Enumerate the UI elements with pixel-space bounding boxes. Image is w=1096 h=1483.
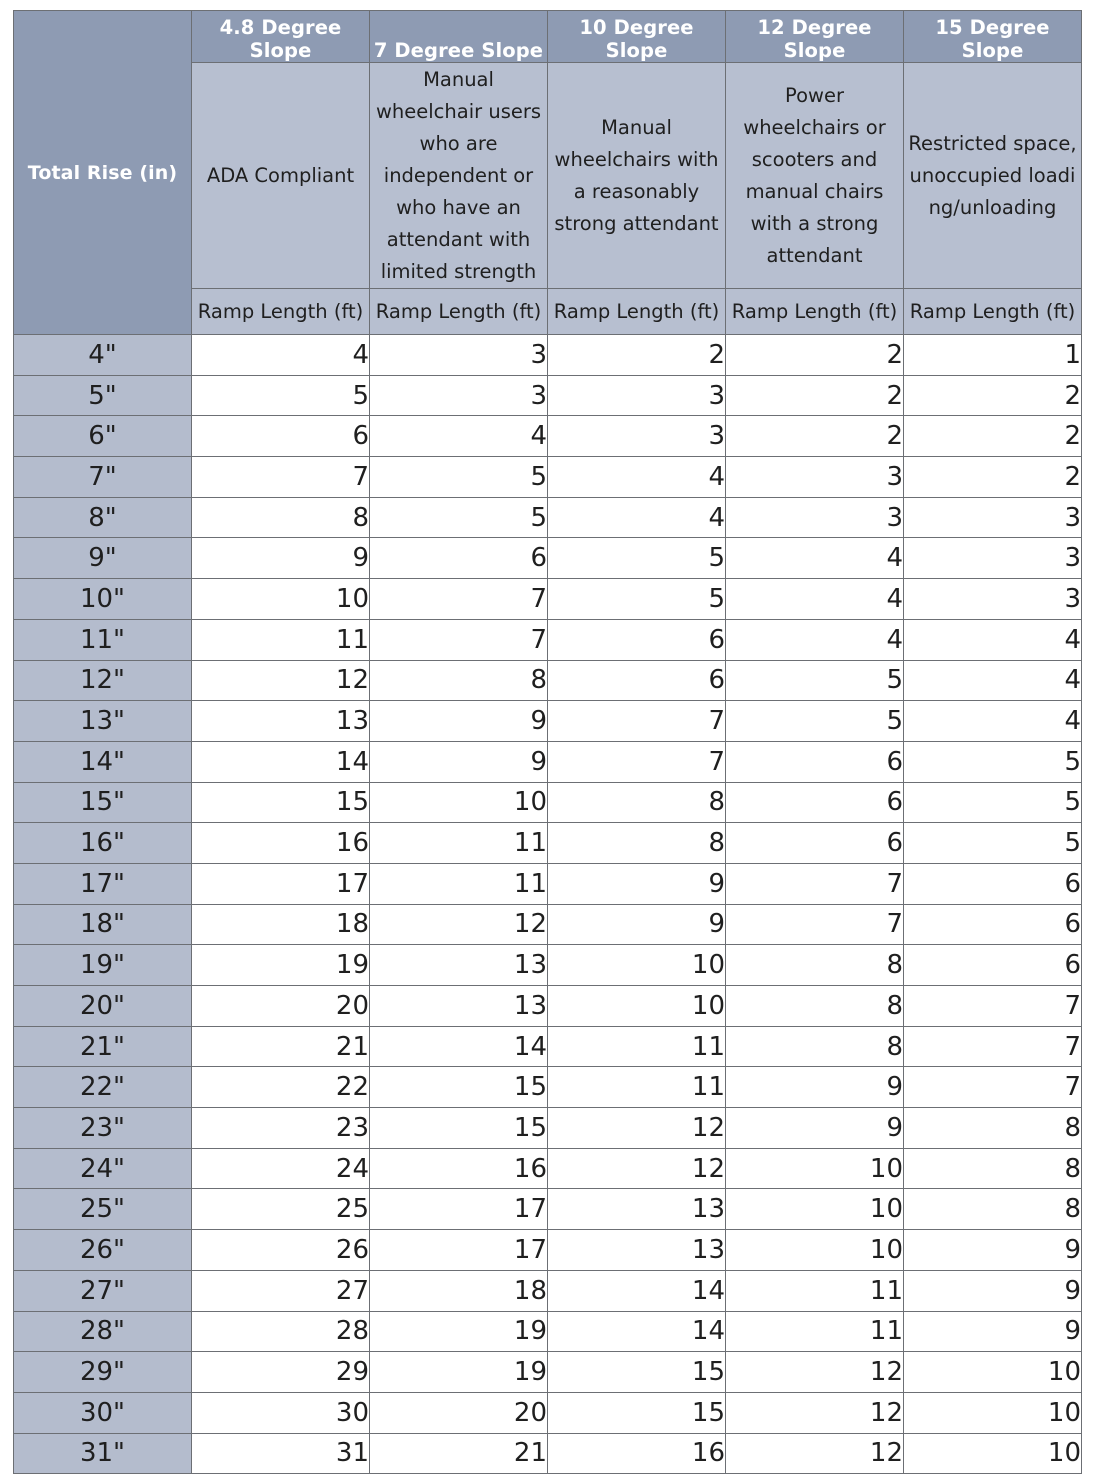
ramp-length-cell: 19: [192, 945, 370, 986]
ramp-length-cell: 9: [370, 701, 548, 742]
ramp-length-cell: 12: [192, 660, 370, 701]
total-rise-cell: 30": [14, 1392, 192, 1433]
ramp-length-cell: 9: [548, 904, 726, 945]
table-row: [14, 701, 1082, 742]
ramp-length-cell: 6: [726, 741, 904, 782]
table-row: [14, 782, 1082, 823]
ramp-length-cell: 12: [548, 1108, 726, 1149]
total-rise-cell: 16": [14, 823, 192, 864]
total-rise-cell: 18": [14, 904, 192, 945]
ramp-length-cell: 4: [904, 619, 1082, 660]
ramp-length-cell: 26: [192, 1230, 370, 1271]
ramp-length-cell: 4: [726, 579, 904, 620]
ramp-length-cell: 16: [370, 1148, 548, 1189]
total-rise-cell: 27": [14, 1270, 192, 1311]
ramp-length-cell: 9: [904, 1230, 1082, 1271]
ramp-length-cell: 3: [370, 375, 548, 416]
ramp-length-cell: 13: [370, 986, 548, 1027]
slope-header-15: 15 Degree Slope: [904, 11, 1082, 63]
total-rise-cell: 9": [14, 538, 192, 579]
ramp-length-cell: 4: [548, 497, 726, 538]
ramp-length-cell: 10: [726, 1148, 904, 1189]
ramp-length-cell: 3: [904, 579, 1082, 620]
ramp-length-cell: 19: [370, 1352, 548, 1393]
table-row: [14, 660, 1082, 701]
ramp-length-cell: 9: [548, 863, 726, 904]
slope-header-7: 7 Degree Slope: [370, 11, 548, 63]
ramp-length-cell: 20: [192, 986, 370, 1027]
table-row: [14, 1311, 1082, 1352]
ramp-length-cell: 11: [548, 1067, 726, 1108]
ramp-length-cell: 3: [726, 457, 904, 498]
ramp-length-cell: 8: [904, 1108, 1082, 1149]
table-row: [14, 538, 1082, 579]
ramp-length-cell: 17: [192, 863, 370, 904]
ramp-length-cell: 13: [548, 1230, 726, 1271]
total-rise-cell: 19": [14, 945, 192, 986]
ramp-length-cell: 6: [904, 863, 1082, 904]
ramp-length-cell: 9: [726, 1108, 904, 1149]
ramp-length-cell: 11: [548, 1026, 726, 1067]
ramp-length-cell: 15: [548, 1392, 726, 1433]
ramp-length-cell: 7: [904, 1067, 1082, 1108]
table-row: [14, 457, 1082, 498]
ramp-length-cell: 17: [370, 1230, 548, 1271]
unit-label: Ramp Length (ft): [726, 289, 904, 335]
ramp-length-cell: 18: [370, 1270, 548, 1311]
description-text: Manual wheelchairs with a reasonably strong attendant: [554, 115, 719, 235]
ramp-length-cell: 12: [370, 904, 548, 945]
ramp-length-cell: 10: [904, 1352, 1082, 1393]
ramp-length-cell: 10: [726, 1189, 904, 1230]
ramp-length-cell: 15: [370, 1108, 548, 1149]
ramp-length-cell: 7: [726, 904, 904, 945]
total-rise-cell: 6": [14, 416, 192, 457]
ramp-length-cell: 6: [370, 538, 548, 579]
ramp-length-cell: 15: [370, 1067, 548, 1108]
ramp-length-cell: 4: [548, 457, 726, 498]
ramp-length-cell: 11: [192, 619, 370, 660]
total-rise-cell: 11": [14, 619, 192, 660]
ramp-length-cell: 5: [370, 497, 548, 538]
ramp-length-cell: 6: [548, 619, 726, 660]
ramp-length-cell: 9: [726, 1067, 904, 1108]
ramp-length-cell: 18: [192, 904, 370, 945]
unit-label: Ramp Length (ft): [548, 289, 726, 335]
ramp-length-cell: 6: [726, 823, 904, 864]
ramp-length-cell: 8: [726, 1026, 904, 1067]
ramp-length-cell: 2: [904, 457, 1082, 498]
ramp-length-cell: 13: [548, 1189, 726, 1230]
total-rise-cell: 4": [14, 335, 192, 376]
ramp-length-cell: 20: [370, 1392, 548, 1433]
table-row: [14, 335, 1082, 376]
ramp-length-cell: 14: [548, 1311, 726, 1352]
table-row: [14, 1352, 1082, 1393]
total-rise-cell: 8": [14, 497, 192, 538]
ramp-length-cell: 3: [904, 497, 1082, 538]
ramp-length-cell: 31: [192, 1433, 370, 1474]
total-rise-cell: 14": [14, 741, 192, 782]
table-row: [14, 1148, 1082, 1189]
table-row: [14, 904, 1082, 945]
description-text: ADA Compliant: [206, 163, 355, 187]
description-text: Power wheelchairs or scooters and manual chairs with a strong attendant: [743, 83, 886, 267]
table-row: [14, 1067, 1082, 1108]
ramp-length-cell: 8: [904, 1189, 1082, 1230]
ramp-length-cell: 7: [370, 619, 548, 660]
ramp-length-cell: 6: [548, 660, 726, 701]
ramp-length-cell: 4: [726, 538, 904, 579]
total-rise-cell: 22": [14, 1067, 192, 1108]
ramp-length-cell: 9: [370, 741, 548, 782]
ramp-length-cell: 10: [548, 986, 726, 1027]
slope-header-10: 10 Degree Slope: [548, 11, 726, 63]
unit-label: Ramp Length (ft): [192, 289, 370, 335]
table-row: [14, 1189, 1082, 1230]
slope-header-12: 12 Degree Slope: [726, 11, 904, 63]
table-row: [14, 1270, 1082, 1311]
table-body: [14, 335, 1082, 1474]
ramp-length-cell: 4: [370, 416, 548, 457]
ramp-length-cell: 21: [370, 1433, 548, 1474]
ramp-length-cell: 5: [548, 579, 726, 620]
ramp-length-cell: 7: [370, 579, 548, 620]
ramp-length-cell: 15: [548, 1352, 726, 1393]
table-row: [14, 823, 1082, 864]
ramp-length-cell: 8: [904, 1148, 1082, 1189]
ramp-length-cell: 9: [904, 1270, 1082, 1311]
total-rise-cell: 10": [14, 579, 192, 620]
ramp-length-cell: 7: [904, 986, 1082, 1027]
total-rise-cell: 15": [14, 782, 192, 823]
total-rise-cell: 24": [14, 1148, 192, 1189]
ramp-length-cell: 11: [370, 823, 548, 864]
ramp-length-cell: 5: [370, 457, 548, 498]
description-4-8: [192, 63, 370, 289]
ramp-length-cell: 7: [192, 457, 370, 498]
table-row: [14, 741, 1082, 782]
table-row: [14, 497, 1082, 538]
ramp-length-cell: 8: [370, 660, 548, 701]
ramp-length-cell: 5: [192, 375, 370, 416]
description-12: [726, 63, 904, 289]
slope-header-row: [14, 11, 1082, 63]
ramp-length-cell: 10: [726, 1230, 904, 1271]
ramp-length-cell: 5: [726, 701, 904, 742]
ramp-length-cell: 2: [904, 416, 1082, 457]
total-rise-cell: 21": [14, 1026, 192, 1067]
description-7: [370, 63, 548, 289]
ramp-length-cell: 11: [726, 1270, 904, 1311]
ramp-length-cell: 1: [904, 335, 1082, 376]
total-rise-cell: 25": [14, 1189, 192, 1230]
ramp-length-cell: 8: [548, 782, 726, 823]
ramp-length-cell: 5: [904, 782, 1082, 823]
ramp-length-cell: 16: [192, 823, 370, 864]
ramp-length-cell: 17: [370, 1189, 548, 1230]
ramp-length-cell: 27: [192, 1270, 370, 1311]
description-10: [548, 63, 726, 289]
ramp-length-cell: 12: [548, 1148, 726, 1189]
total-rise-cell: 12": [14, 660, 192, 701]
unit-label: Ramp Length (ft): [904, 289, 1082, 335]
total-rise-header: Total Rise (in): [14, 11, 192, 335]
ramp-length-cell: 14: [370, 1026, 548, 1067]
description-text: Manual wheelchair users who are independent or who have an attendant with limited strength: [375, 67, 542, 283]
unit-label: Ramp Length (ft): [370, 289, 548, 335]
ramp-length-cell: 2: [726, 335, 904, 376]
ramp-length-cell: 21: [192, 1026, 370, 1067]
ramp-length-cell: 7: [548, 701, 726, 742]
ramp-length-cell: 8: [726, 945, 904, 986]
ramp-length-cell: 4: [726, 619, 904, 660]
ramp-length-cell: 2: [548, 335, 726, 376]
ramp-length-cell: 7: [726, 863, 904, 904]
ramp-length-cell: 3: [904, 538, 1082, 579]
ramp-length-cell: 5: [548, 538, 726, 579]
table-row: [14, 375, 1082, 416]
description-text: Restricted space, unoccupied loading/unloading: [908, 131, 1077, 219]
description-15: [904, 63, 1082, 289]
ramp-length-cell: 4: [192, 335, 370, 376]
total-rise-cell: 28": [14, 1311, 192, 1352]
ramp-length-cell: 5: [726, 660, 904, 701]
ramp-length-cell: 10: [370, 782, 548, 823]
ramp-length-cell: 10: [548, 945, 726, 986]
total-rise-cell: 29": [14, 1352, 192, 1393]
ramp-length-cell: 6: [726, 782, 904, 823]
ramp-length-cell: 24: [192, 1148, 370, 1189]
ramp-length-cell: 14: [548, 1270, 726, 1311]
table-row: [14, 579, 1082, 620]
total-rise-cell: 17": [14, 863, 192, 904]
ramp-length-cell: 25: [192, 1189, 370, 1230]
ramp-length-cell: 10: [192, 579, 370, 620]
ramp-length-cell: 2: [726, 416, 904, 457]
ramp-length-cell: 14: [192, 741, 370, 782]
total-rise-cell: 23": [14, 1108, 192, 1149]
ramp-length-cell: 2: [904, 375, 1082, 416]
ramp-length-cell: 3: [726, 497, 904, 538]
ramp-length-cell: 29: [192, 1352, 370, 1393]
ramp-length-cell: 8: [726, 986, 904, 1027]
ramp-length-cell: 30: [192, 1392, 370, 1433]
ramp-length-cell: 22: [192, 1067, 370, 1108]
ramp-length-cell: 2: [726, 375, 904, 416]
table-row: [14, 1433, 1082, 1474]
ramp-length-cell: 12: [726, 1392, 904, 1433]
ramp-length-cell: 6: [192, 416, 370, 457]
ramp-length-cell: 12: [726, 1433, 904, 1474]
ramp-length-cell: 3: [370, 335, 548, 376]
table-row: [14, 619, 1082, 660]
ramp-length-cell: 10: [904, 1433, 1082, 1474]
ramp-length-cell: 9: [192, 538, 370, 579]
total-rise-cell: 31": [14, 1433, 192, 1474]
slope-header-4-8: 4.8 Degree Slope: [192, 11, 370, 63]
table-row: [14, 1108, 1082, 1149]
table-row: [14, 945, 1082, 986]
ramp-length-cell: 7: [548, 741, 726, 782]
table-row: [14, 863, 1082, 904]
ramp-length-cell: 4: [904, 701, 1082, 742]
ramp-length-cell: 8: [548, 823, 726, 864]
ramp-length-table: [13, 10, 1082, 1474]
table-row: [14, 416, 1082, 457]
ramp-length-cell: 4: [904, 660, 1082, 701]
ramp-length-cell: 8: [192, 497, 370, 538]
ramp-length-cell: 3: [548, 416, 726, 457]
ramp-length-cell: 5: [904, 823, 1082, 864]
table-row: [14, 1230, 1082, 1271]
table-row: [14, 1026, 1082, 1067]
ramp-length-cell: 16: [548, 1433, 726, 1474]
ramp-length-cell: 15: [192, 782, 370, 823]
total-rise-cell: 5": [14, 375, 192, 416]
total-rise-cell: 26": [14, 1230, 192, 1271]
table-row: [14, 1392, 1082, 1433]
ramp-length-cell: 13: [192, 701, 370, 742]
ramp-length-cell: 23: [192, 1108, 370, 1149]
ramp-length-cell: 19: [370, 1311, 548, 1352]
ramp-length-cell: 3: [548, 375, 726, 416]
ramp-length-cell: 6: [904, 904, 1082, 945]
ramp-length-cell: 11: [726, 1311, 904, 1352]
total-rise-cell: 7": [14, 457, 192, 498]
ramp-length-cell: 13: [370, 945, 548, 986]
ramp-length-cell: 12: [726, 1352, 904, 1393]
total-rise-cell: 20": [14, 986, 192, 1027]
ramp-length-cell: 28: [192, 1311, 370, 1352]
table-row: [14, 986, 1082, 1027]
ramp-length-cell: 9: [904, 1311, 1082, 1352]
total-rise-cell: 13": [14, 701, 192, 742]
ramp-length-cell: 10: [904, 1392, 1082, 1433]
ramp-length-cell: 11: [370, 863, 548, 904]
ramp-length-cell: 6: [904, 945, 1082, 986]
ramp-length-cell: 7: [904, 1026, 1082, 1067]
ramp-length-cell: 5: [904, 741, 1082, 782]
